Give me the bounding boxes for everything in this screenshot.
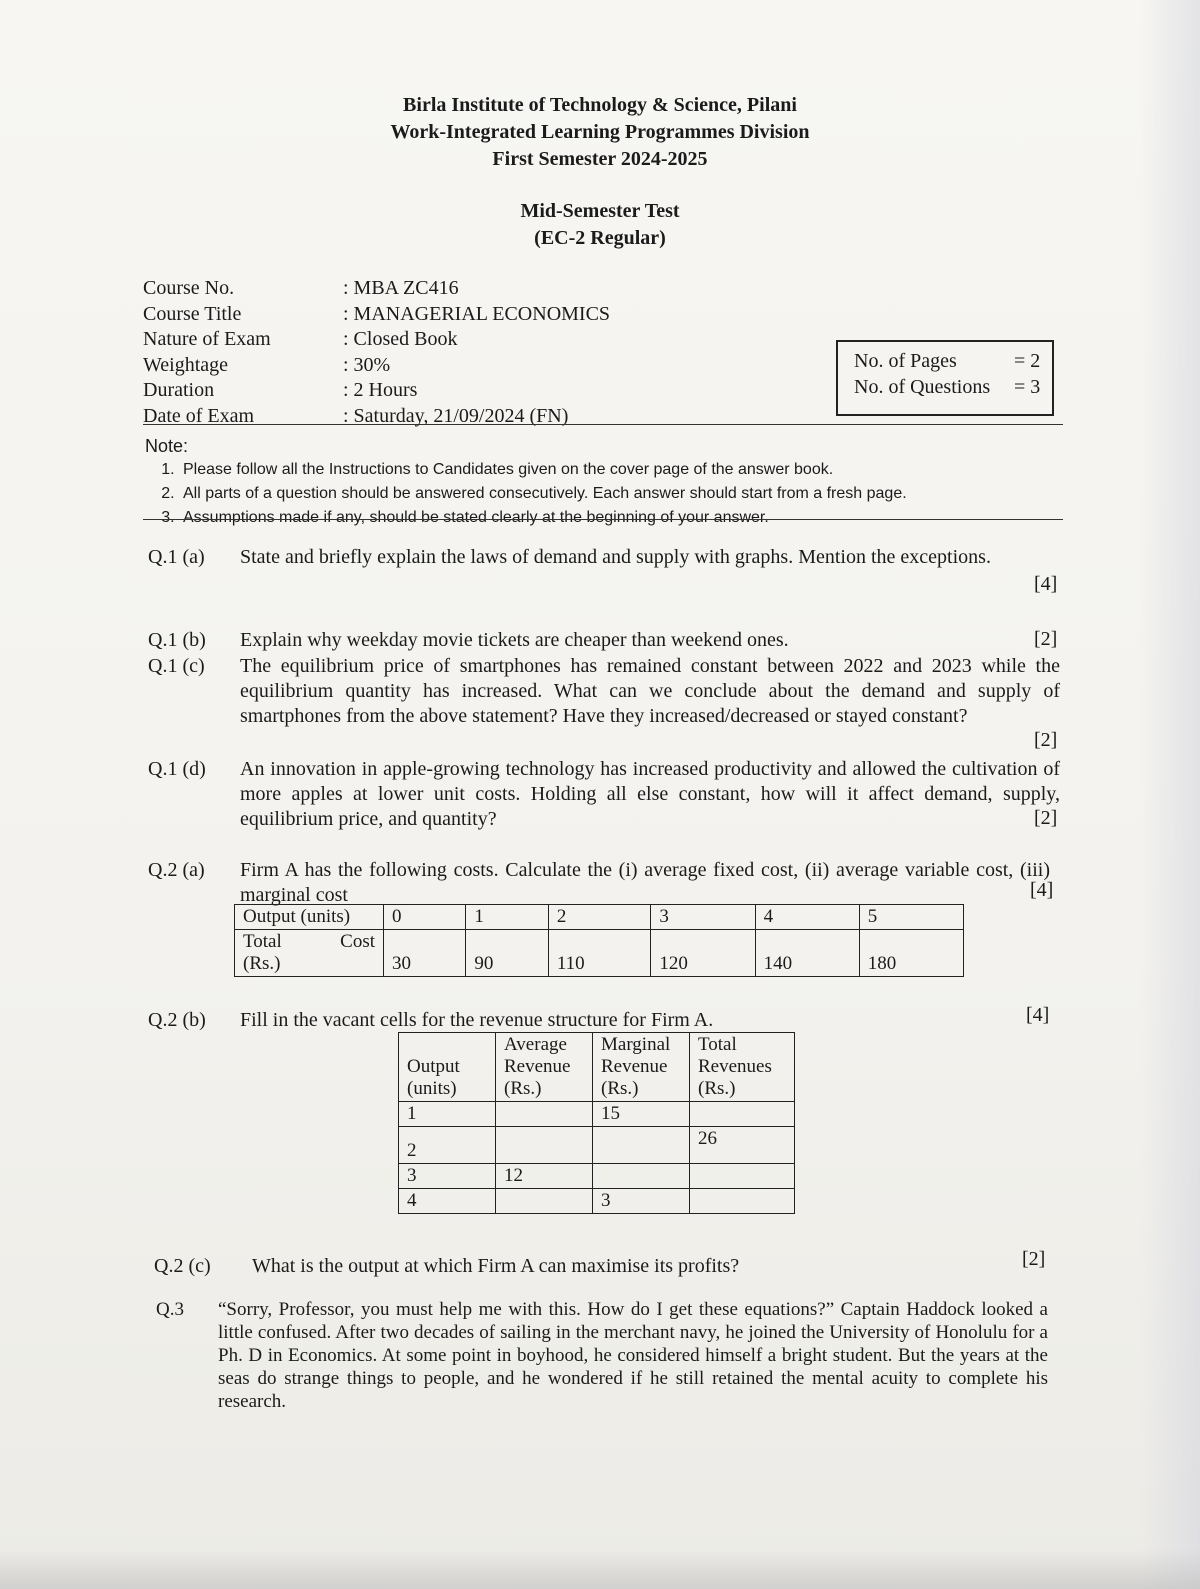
marks: [2]	[1034, 628, 1058, 650]
cost-label-a: Total	[243, 931, 282, 952]
semester: First Semester 2024-2025	[492, 148, 708, 170]
note-item: 2. All parts of a question should be answered consecutively. Each answer should start from a fresh page.	[179, 482, 1065, 506]
marks: [2]	[1022, 1248, 1046, 1270]
question-text: Firm A has the following costs. Calculate the (i) average fixed cost, (ii) average variable cost, (iii) marginal cost	[240, 859, 1050, 906]
note-item: 1. Please follow all the Instructions to Candidates given on the cover page of the answer book.	[179, 458, 1065, 482]
questions-value: = 3	[1014, 376, 1041, 398]
table-header: Marginal Revenue (Rs.)	[593, 1033, 690, 1102]
table-cell: 4	[755, 905, 859, 930]
table-cell: 12	[496, 1164, 593, 1189]
question-text: Fill in the vacant cells for the revenue structure for Firm A.	[240, 1009, 714, 1031]
question-number: Q.3	[156, 1299, 184, 1320]
info-row	[143, 276, 813, 302]
table-cell	[496, 1102, 593, 1127]
table-cell: 4	[399, 1189, 496, 1214]
divider	[143, 424, 1063, 425]
marks: [4]	[1026, 1004, 1050, 1026]
table-header: Average Revenue (Rs.)	[496, 1033, 593, 1102]
page-bottom-shadow	[0, 1549, 1200, 1589]
pages-questions-box	[836, 340, 1054, 416]
question-number: Q.1 (b)	[148, 629, 206, 651]
test-title	[390, 198, 810, 252]
question-number: Q.1 (a)	[148, 546, 205, 568]
marks: [2]	[1034, 729, 1058, 751]
cost-table	[234, 904, 964, 977]
marks: [4]	[1034, 573, 1058, 595]
table-cell: 1	[399, 1102, 496, 1127]
table-row	[399, 1189, 795, 1214]
notes	[145, 434, 1065, 530]
institute-name: Birla Institute of Technology & Science, Pilani	[403, 94, 797, 116]
marks: [2]	[1034, 807, 1058, 829]
division-name: Work-Integrated Learning Programmes Division	[390, 121, 810, 143]
table-cell	[593, 1127, 690, 1164]
pages-value: = 2	[1014, 350, 1041, 372]
questions-label: No. of Questions	[854, 376, 991, 398]
question-number: Q.1 (c)	[148, 655, 205, 677]
info-row	[143, 353, 813, 379]
table-cell	[690, 1164, 795, 1189]
page-shadow	[1140, 0, 1200, 1589]
table-cell: 2	[399, 1127, 496, 1164]
note-item: 3. Assumptions made if any, should be stated clearly at the beginning of your answer.	[179, 506, 1065, 530]
pages-label: No. of Pages	[854, 350, 957, 372]
info-label: Weightage	[143, 353, 229, 376]
table-cell: 90	[466, 930, 548, 977]
table-cell	[593, 1164, 690, 1189]
info-row	[143, 404, 813, 430]
table-cell	[690, 1102, 795, 1127]
cost-label-b: Cost	[340, 931, 375, 952]
test-name: Mid-Semester Test	[520, 200, 680, 222]
info-label: Duration	[143, 379, 215, 401]
table-cell: 15	[593, 1102, 690, 1127]
table-cell: 30	[384, 930, 466, 977]
notes-title: Note:	[145, 436, 189, 456]
table-cell: Output (units)	[235, 905, 384, 930]
question-1d	[148, 757, 1068, 832]
table-cell: 3	[593, 1189, 690, 1214]
table-cell: 120	[651, 930, 755, 977]
table-cell: 2	[548, 905, 651, 930]
info-value: : 2 Hours	[343, 379, 418, 401]
info-value: : 30%	[343, 353, 391, 376]
table-row	[399, 1164, 795, 1189]
question-2a	[148, 858, 1068, 908]
question-text: State and briefly explain the laws of demand and supply with graphs. Mention the exceptions.	[240, 546, 991, 568]
table-row	[235, 905, 964, 930]
info-label: Course Title	[143, 302, 242, 325]
question-1a	[148, 545, 1068, 570]
divider	[143, 519, 1063, 520]
table-header: Total Revenues (Rs.)	[690, 1033, 795, 1102]
table-cell: 110	[548, 930, 651, 977]
info-value: : Saturday, 21/09/2024 (FN)	[343, 404, 569, 427]
question-text: Explain why weekday movie tickets are cheaper than weekend ones.	[240, 629, 789, 651]
question-text: The equilibrium price of smartphones has remained constant between 2022 and 2023 while the equilibrium quantity has increased. What can we conclude about the demand and supply of smartphones from the above statement? Have they increased/decreased or stayed constant?	[240, 655, 1060, 727]
table-cell: 3	[399, 1164, 496, 1189]
question-1c	[148, 654, 1068, 729]
table-row	[399, 1102, 795, 1127]
info-row	[143, 302, 813, 328]
marks: [4]	[1030, 879, 1054, 901]
table-header: Output (units)	[399, 1033, 496, 1102]
table-cell: 3	[651, 905, 755, 930]
table-cell	[496, 1189, 593, 1214]
table-cell	[690, 1189, 795, 1214]
test-type: (EC-2 Regular)	[534, 227, 666, 249]
info-label: Nature of Exam	[143, 328, 271, 350]
table-row	[399, 1127, 795, 1164]
info-value: : MBA ZC416	[343, 277, 459, 299]
question-number: Q.2 (b)	[148, 1009, 206, 1031]
table-row	[399, 1033, 795, 1102]
cost-label-c: (Rs.)	[243, 953, 281, 974]
question-1b	[148, 628, 1068, 653]
table-cell: 5	[859, 905, 963, 930]
question-number: Q.2 (c)	[154, 1255, 211, 1277]
table-cell: 140	[755, 930, 859, 977]
table-cell: 180	[859, 930, 963, 977]
institute-header	[300, 92, 900, 173]
table-row	[235, 930, 964, 977]
question-2b	[148, 1008, 1068, 1033]
question-text: What is the output at which Firm A can maximise its profits?	[252, 1255, 740, 1277]
info-label: Course No.	[143, 277, 235, 299]
course-info	[143, 276, 813, 429]
question-3	[156, 1298, 1076, 1413]
info-row	[143, 327, 813, 353]
question-text: An innovation in apple-growing technology has increased productivity and allowed the cultivation of more apples at lower unit costs. Holding all else constant, how will it affect demand, supply, equilibrium price, and quantity?	[240, 758, 1060, 830]
table-cell: 0	[384, 905, 466, 930]
table-cell: 1	[466, 905, 548, 930]
table-cell	[496, 1127, 593, 1164]
question-2c	[154, 1254, 1074, 1279]
question-number: Q.2 (a)	[148, 859, 205, 881]
question-number: Q.1 (d)	[148, 758, 206, 780]
question-text: “Sorry, Professor, you must help me with this. How do I get these equations?” Captain Haddock looked a little confused. After two decades of sailing in the merchant navy, he joined the University of Honolulu for a Ph. D in Economics. At some point in boyhood, he considered himself a bright student. But the years at the seas do strange things to people, and he wondered if he still retained the mental acuity to complete his research.	[218, 1299, 1048, 1412]
info-value: : Closed Book	[343, 328, 458, 350]
info-value: : MANAGERIAL ECONOMICS	[343, 302, 611, 325]
table-cell: 26	[690, 1127, 795, 1164]
info-label: Date of Exam	[143, 404, 255, 427]
info-row	[143, 378, 813, 404]
revenue-table	[398, 1032, 795, 1214]
table-cell	[235, 930, 384, 977]
